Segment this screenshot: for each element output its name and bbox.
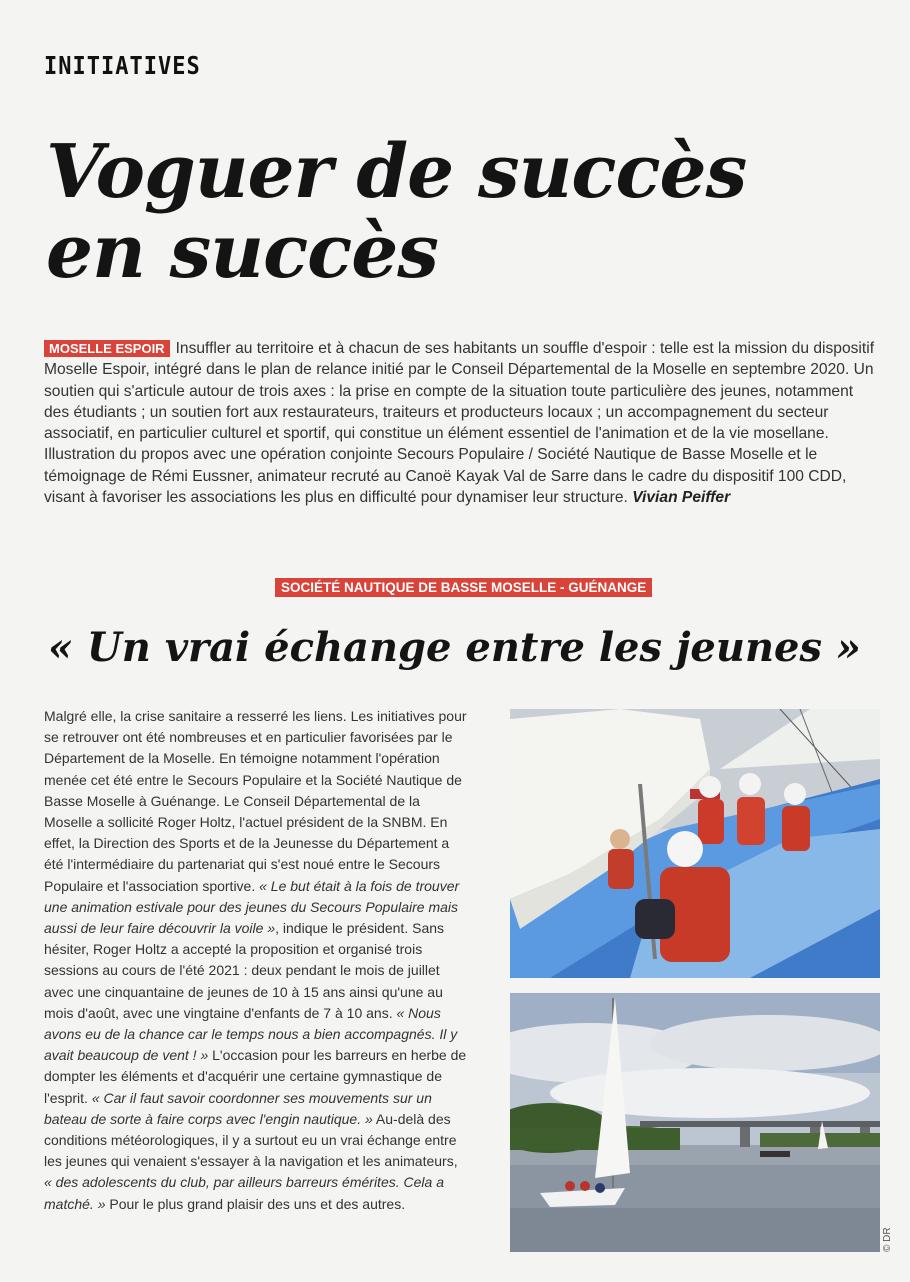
quote-4: « des adolescents du club, par ailleurs barreurs émérites. Cela a matché. » [44,1174,444,1212]
body-text-2: , indique le président. Sans hésiter, Roger Holtz a accepté la proposition et organisé trois sessions au cours de l'été 2021 : deux pendant le mois de juillet avec une cinquantaine de jeunes de 10 à 15 ans ainsi qu'une au mois d'août, avec une vingtaine d'enfants de 7 à 10 ans. [44,920,445,1021]
lead-paragraph [44,338,878,508]
photo-sailboat-river [510,993,880,1252]
section-label: INITIATIVES [44,52,201,81]
article-tag: SOCIÉTÉ NAUTIQUE DE BASSE MOSELLE - GUÉNANGE [275,578,652,597]
body-text-4: Au-delà des conditions météorologiques, il y a surtout eu un vrai échange entre les jeunes qui venaient s'essayer à la navigation et les animateurs, [44,1110,458,1170]
photo-credit: © DR [882,1227,893,1252]
page-title [46,129,866,295]
title-line-1: Voguer de succès [46,129,747,215]
title-line-2: en succès [46,209,438,295]
quote-1: « Le but était à la fois de trouver une animation estivale pour des jeunes du Secours Populaire mais aussi de leur faire découvrir la voile » [44,877,460,937]
author-name: Vivian Peiffer [632,489,731,507]
photo-sailboat-children [510,709,880,978]
article-body [44,706,468,1215]
lead-text: Insuffler au territoire et à chacun de ses habitants un souffle d'espoir : telle est la mission du dispositif Moselle Espoir, intégré dans le plan de relance initié par le Conseil Départemental de la Moselle en septembre 2020. Un soutien qui s'articule autour de trois axes : la prise en compte de la situation toute particulière des jeunes, notamment des étudiants ; un soutien fort aux restaurateurs, traiteurs et producteurs locaux ; un accompagnement du secteur associatif, en particulier culturel et sportif, qui constitue un élément essentiel de l'animation et de la vie mosellane. Illustration du propos avec une opération conjointe Secours Populaire / Société Nautique de Basse Moselle et le témoignage de Rémi Eussner, animateur recruté au Canoë Kayak Val de Sarre dans le cadre du dispositif 100 CDD, visant à favoriser les associations les plus en difficulté pour dynamiser leur structure. [44,340,875,507]
body-text-5: Pour le plus grand plaisir des uns et des autres. [109,1195,406,1212]
article-headline: « Un vrai échange entre les jeunes » [48,624,861,671]
quote-3: « Car il faut savoir coordonner ses mouvements sur un bateau de sorte à faire corps avec l'engin nautique. » [44,1089,432,1127]
moselle-espoir-tag: MOSELLE ESPOIR [44,340,170,357]
quote-2: « Nous avons eu de la chance car le temps nous a bien accompagnés. Il y avait beaucoup de vent ! » [44,1004,458,1064]
body-text-3: L'occasion pour les barreurs en herbe de dompter les éléments et d'acquérir une certaine gymnastique de l'esprit. [44,1047,467,1106]
body-text-1: Malgré elle, la crise sanitaire a resserré les liens. Les initiatives pour se retrouver ont été nombreuses et en particulier favorisées par le Département de la Moselle. En témoigne notamment l'opération menée cet été entre le Secours Populaire et la Société Nautique de Basse Moselle à Guénange. Le Conseil Départemental de la Moselle a sollicité Roger Holtz, l'actuel président de la SNBM. En effet, la Direction des Sports et de la Jeunesse du Département a été l'intermédiaire du partenariat qui s'est noué entre le Secours Populaire et l'association sportive. [44,708,467,894]
